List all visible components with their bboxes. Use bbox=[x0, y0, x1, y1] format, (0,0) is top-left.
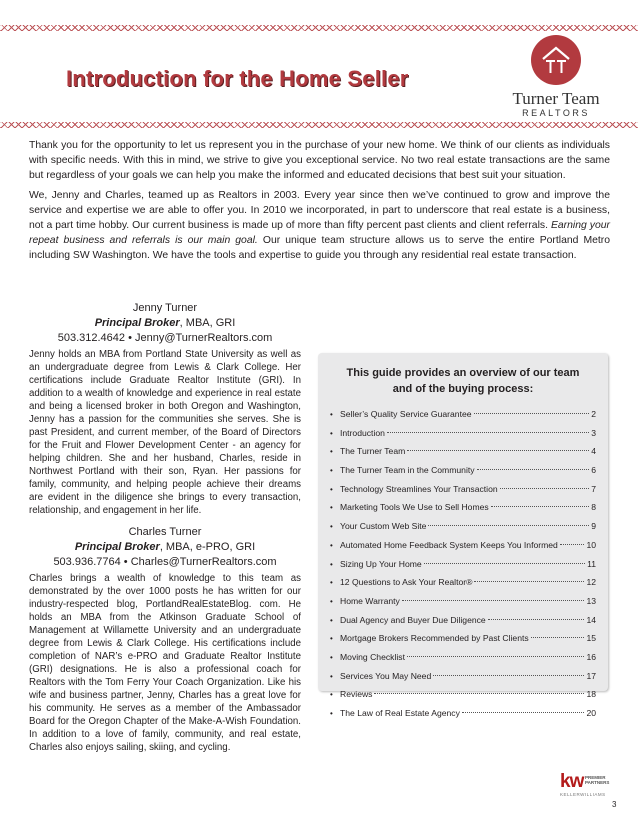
toc-item-page: 10 bbox=[586, 539, 596, 550]
bullet-icon: • bbox=[330, 410, 333, 419]
toc-item-page: 7 bbox=[591, 483, 596, 494]
toc-item-label: Introduction bbox=[340, 427, 385, 438]
toc-item bbox=[330, 592, 596, 611]
toc-item-page: 20 bbox=[586, 708, 596, 718]
intro-paragraph-2-end: Our unique team structure allows us to serve the entire Portland Metro including SW Washington. We have the tools and expertise to guide you through any residential real estate transaction. bbox=[29, 234, 611, 261]
kw-subtitle: KELLERWILLIAMS bbox=[560, 792, 606, 797]
bullet-icon: • bbox=[330, 652, 333, 662]
intro-paragraph-2-start: We, Jenny and Charles, teamed up as Realtors in 2003. Every year since then we’ve continued to grow and improve the service and expertise we are able to offer you. In 2010 we incorporated, in part to underscore that real estate is a business, not a part time hobby. Our current business is made up of more than fifty percent past clients and client referrals. bbox=[29, 190, 610, 231]
toc-item-label: Seller’s Quality Service Guarantee bbox=[340, 409, 472, 419]
toc-item-label: Dual Agency and Buyer Due Diligence bbox=[340, 614, 486, 625]
charles-name: Charles Turner bbox=[128, 526, 202, 538]
jenny-bio: Jenny holds an MBA from Portland State University as well as an undergraduate degree from Lewis & Clark College. Her certifications include Graduate Realtor Institute (GRI). In addition to a wealth of knowledge and experience in real estate and being a licensed broker in both Oregon and Washington, Jenny has a passion for the communities she serves. She is past President, and current member, of the Board of Directors for the Fruit and Flower Development Center - an agency for helping children. She and her husband, Charles, reside in Northwest Portland with their son, Ryan. Her passions for family, community, and helping people achieve their dreams are evident in the diligence she brings to every transaction, relationship, and engagement in her life. bbox=[29, 349, 301, 516]
dot-leader bbox=[491, 506, 590, 507]
kw-line-1: PREMIER bbox=[585, 775, 606, 780]
toc-item-page: 9 bbox=[591, 521, 596, 532]
toc-item bbox=[330, 480, 596, 499]
toc-item bbox=[330, 667, 596, 686]
bullet-icon: • bbox=[330, 466, 333, 476]
charles-role: Principal Broker bbox=[74, 541, 160, 553]
toc-item-label: The Turner Team bbox=[340, 446, 406, 457]
intro-paragraph-2 bbox=[29, 189, 610, 263]
dot-leader bbox=[428, 525, 589, 526]
toc-item-page: 18 bbox=[586, 689, 596, 700]
kw-line-2: PARTNERS bbox=[585, 780, 610, 785]
toc-item-page: 12 bbox=[586, 577, 596, 588]
toc-item bbox=[330, 555, 596, 574]
toc-item-page: 4 bbox=[591, 446, 596, 457]
dot-leader bbox=[402, 600, 585, 601]
toc-item-label: Moving Checklist bbox=[340, 651, 405, 662]
toc-item-label: The Turner Team in the Community bbox=[340, 465, 475, 476]
toc-item-page: 13 bbox=[586, 595, 596, 606]
toc-item-page: 14 bbox=[586, 614, 596, 625]
bullet-icon: • bbox=[330, 634, 333, 644]
decorative-border-bottom bbox=[0, 122, 638, 128]
guide-overview-box bbox=[318, 353, 608, 718]
bullet-icon: • bbox=[330, 578, 333, 588]
toc-item-label: Automated Home Feedback System Keeps You Informed bbox=[340, 539, 558, 550]
bullet-icon: • bbox=[330, 428, 333, 438]
bullet-icon: • bbox=[330, 484, 333, 494]
logo-name: Turner Team bbox=[512, 89, 600, 108]
page-number: 3 bbox=[612, 800, 617, 809]
bullet-icon: • bbox=[330, 447, 333, 457]
toc-item bbox=[330, 573, 596, 592]
logo-subtitle: REALTORS bbox=[522, 108, 590, 118]
toc-item-page: 16 bbox=[586, 651, 596, 662]
jenny-header bbox=[29, 301, 301, 346]
guide-title: This guide provides an overview of our team and of the buying process: bbox=[346, 367, 580, 395]
decorative-border-top bbox=[0, 25, 638, 31]
toc-item-label: Services You May Need bbox=[340, 670, 432, 681]
dot-leader bbox=[500, 488, 590, 489]
dot-leader bbox=[433, 675, 584, 676]
dot-leader bbox=[560, 544, 585, 545]
toc-item-label: Marketing Tools We Use to Sell Homes bbox=[340, 502, 489, 513]
toc-item bbox=[330, 442, 596, 461]
toc-item-label: The Law of Real Estate Agency bbox=[340, 708, 460, 718]
toc-item bbox=[330, 704, 596, 723]
jenny-name: Jenny Turner bbox=[132, 302, 198, 314]
kw-text bbox=[585, 775, 609, 785]
toc-item-page: 8 bbox=[591, 502, 596, 513]
charles-title bbox=[29, 540, 301, 555]
intro-text bbox=[29, 139, 610, 269]
bullet-icon: • bbox=[330, 615, 333, 625]
dot-leader bbox=[407, 450, 589, 451]
toc-item bbox=[330, 424, 596, 443]
table-of-contents bbox=[318, 405, 608, 723]
toc-item bbox=[330, 685, 596, 704]
toc-item bbox=[330, 517, 596, 536]
toc-item-page: 6 bbox=[591, 465, 596, 476]
dot-leader bbox=[477, 469, 590, 470]
jenny-contact: 503.312.4642 • Jenny@TurnerRealtors.com bbox=[57, 332, 273, 344]
toc-item-label: Sizing Up Your Home bbox=[340, 558, 422, 569]
toc-item bbox=[330, 611, 596, 630]
toc-item-page: 17 bbox=[586, 670, 596, 681]
kw-mark: kw bbox=[560, 771, 584, 792]
toc-item bbox=[330, 536, 596, 555]
charles-bio: Charles brings a wealth of knowledge to this team as demonstrated by the over 1000 posts he has written for our industry-respected blog, PortlandRealEstateBlog. com. He holds an MBA from the Atkinson Graduate School of Management at Willamette University and an undergraduate degree from Lewis & Clark College. His certifications include completion of NAR’s e-PRO and Graduate Realtor Institute (GRI) designations. He is also a professional coach for Realtors with the Tom Ferry Your Coach Organization. Like his wife and business partner, Jenny, Charles has a great love for his community. He serves as a member of the Ambassador Board for the Oregon Chapter of the Make-A-Wish Foundation. In addition to a love of family, community, and real estate, Charles also enjoys sailing, skiing, and cycling. bbox=[29, 573, 301, 753]
jenny-credentials: , MBA, GRI bbox=[179, 317, 236, 329]
intro-emphasis: Earning your repeat business and referrals is our main goal. bbox=[29, 219, 610, 246]
dot-leader bbox=[531, 637, 585, 638]
house-logo-icon bbox=[531, 35, 581, 85]
charles-header bbox=[29, 525, 301, 570]
bullet-icon: • bbox=[330, 540, 333, 550]
dot-leader bbox=[424, 563, 585, 564]
jenny-title bbox=[29, 316, 301, 331]
toc-item-label: 12 Questions to Ask Your Realtor® bbox=[340, 577, 473, 588]
toc-item bbox=[330, 629, 596, 648]
toc-item bbox=[330, 648, 596, 667]
toc-item-label: Reviews bbox=[340, 689, 373, 700]
dot-leader bbox=[387, 432, 589, 433]
toc-item-page: 15 bbox=[586, 633, 596, 644]
dot-leader bbox=[474, 581, 584, 582]
jenny-role: Principal Broker bbox=[94, 317, 180, 329]
toc-item-page: 11 bbox=[587, 558, 596, 569]
toc-item-label: Technology Streamlines Your Transaction bbox=[340, 483, 498, 494]
dot-leader bbox=[474, 413, 590, 414]
bullet-icon: • bbox=[330, 559, 333, 569]
bullet-icon: • bbox=[330, 596, 333, 606]
dot-leader bbox=[374, 693, 584, 694]
page-title: Introduction for the Home Seller bbox=[66, 66, 409, 91]
turner-team-logo bbox=[496, 35, 616, 127]
toc-item-page: 3 bbox=[591, 427, 596, 438]
bullet-icon: • bbox=[330, 522, 333, 532]
bullet-icon: • bbox=[330, 709, 333, 718]
bullet-icon: • bbox=[330, 503, 333, 513]
bullet-icon: • bbox=[330, 690, 333, 700]
toc-item bbox=[330, 498, 596, 517]
toc-item bbox=[330, 461, 596, 480]
toc-item-label: Your Custom Web Site bbox=[340, 521, 427, 532]
charles-contact: 503.936.7764 • Charles@TurnerRealtors.com bbox=[53, 556, 277, 568]
intro-paragraph-1: Thank you for the opportunity to let us represent you in the purchase of your new home. We think of our clients as individuals with specific needs. With this in mind, we strive to give you exceptional service. No two real estate transactions are the same but regardless of your goals we can help you make the informed and educated decisions that best suit your situation. bbox=[29, 140, 610, 181]
toc-item bbox=[330, 405, 596, 424]
broker-bios bbox=[29, 301, 301, 762]
dot-leader bbox=[488, 619, 585, 620]
charles-credentials: , MBA, e-PRO, GRI bbox=[159, 541, 256, 553]
keller-williams-logo bbox=[560, 772, 620, 796]
dot-leader bbox=[462, 712, 585, 713]
toc-item-page: 2 bbox=[591, 409, 596, 419]
bullet-icon: • bbox=[330, 671, 333, 681]
dot-leader bbox=[407, 656, 584, 657]
toc-item-label: Mortgage Brokers Recommended by Past Clients bbox=[340, 633, 529, 644]
toc-item-label: Home Warranty bbox=[340, 595, 400, 606]
